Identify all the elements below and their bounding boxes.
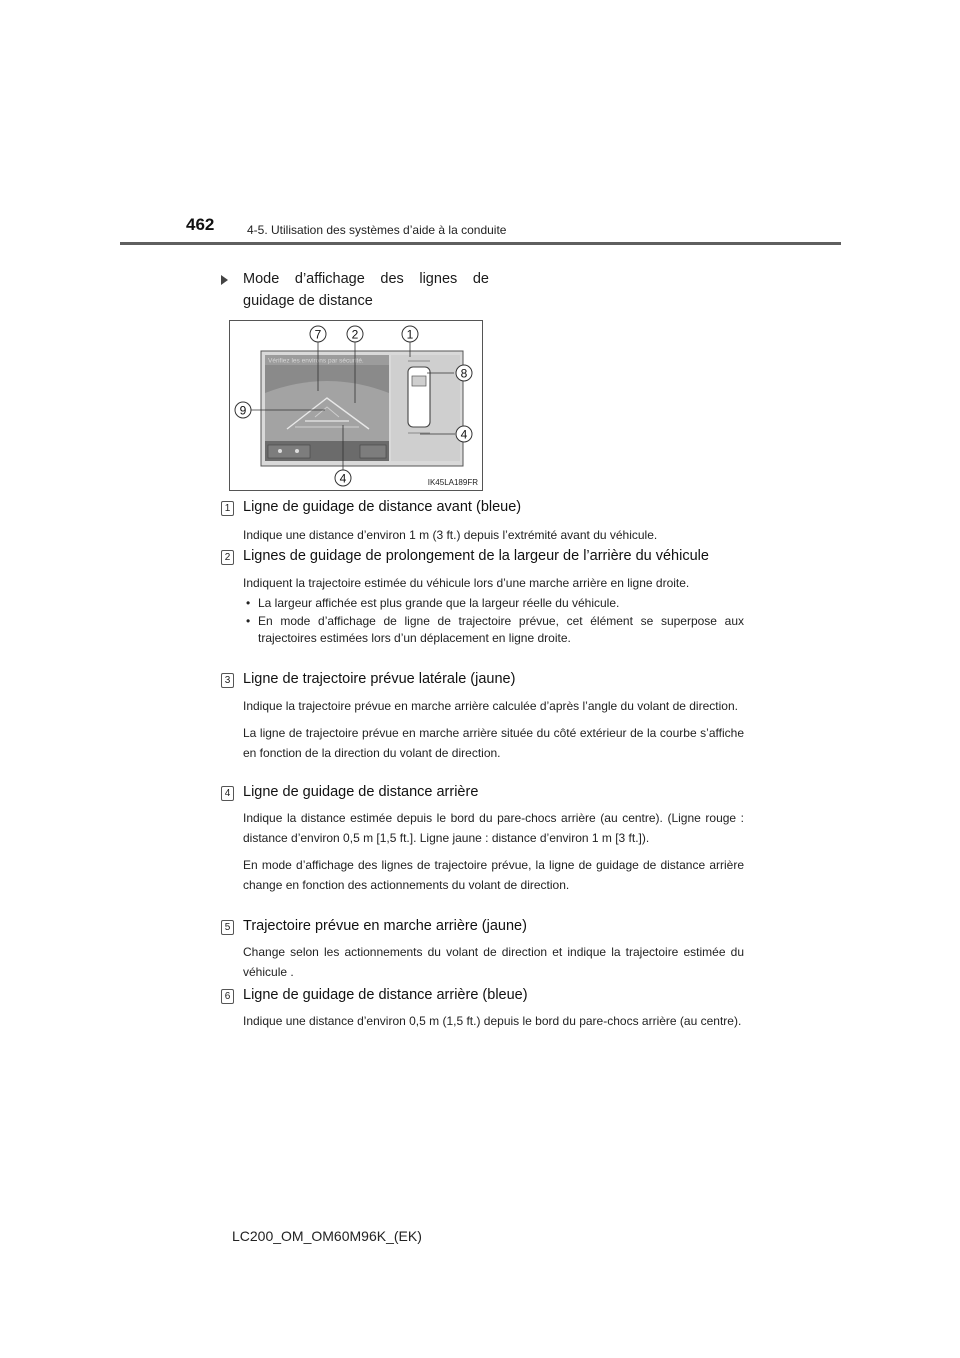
item-paragraph: Indique la distance estimée depuis le bord du pare-chocs arrière (au centre). (Ligne rouge : distance d’environ 0,5 m [1,5 ft.]. Ligne jaune : distance d’environ 1 m [3 ft.]).	[243, 811, 744, 845]
item-paragraph: Indiquent la trajectoire estimée du véhicule lors d’une marche arrière en ligne droite.	[243, 576, 690, 590]
control-button-left	[268, 445, 310, 458]
bullet-item: • En mode d’affichage de ligne de trajectoire prévue, cet élément se superpose aux trajectoires estimées lors d’un déplacement en ligne droite.	[243, 613, 744, 647]
camera-display-illustration	[230, 321, 484, 492]
callout-label-2: 2	[351, 327, 359, 342]
control-button-right	[360, 445, 386, 458]
item-number-badge: 4	[221, 786, 234, 801]
item-body	[243, 696, 744, 770]
item-number-badge: 5	[221, 920, 234, 935]
item-body	[243, 808, 744, 902]
callout-label-7: 7	[314, 327, 322, 342]
item-body	[243, 1011, 744, 1038]
item-title: Trajectoire prévue en marche arrière (jaune)	[243, 918, 527, 934]
item-title: Ligne de trajectoire prévue latérale (jaune)	[243, 671, 516, 687]
section-title: 4-5. Utilisation des systèmes d’aide à la conduite	[247, 223, 507, 237]
item-body	[243, 942, 744, 989]
item-title: Ligne de guidage de distance arrière	[243, 784, 479, 800]
item-number-badge: 2	[221, 550, 234, 565]
item-paragraph: Change selon les actionnements du volant de direction et indique la trajectoire estimée du véhicule .	[243, 945, 744, 979]
item-number-badge: 1	[221, 501, 234, 516]
camera-mode-icon-2	[295, 449, 299, 453]
header-divider	[120, 242, 841, 245]
callout-label-8: 8	[460, 366, 468, 381]
callout-label-4-bottom: 4	[339, 471, 347, 486]
bullet-item: • La largeur affichée est plus grande que la largeur réelle du véhicule.	[243, 595, 744, 612]
item-title: Lignes de guidage de prolongement de la largeur de l’arrière du véhicule	[243, 548, 709, 564]
document-footer-code: LC200_OM_OM60M96K_(EK)	[232, 1228, 422, 1244]
page-number: 462	[186, 215, 215, 234]
item-number-badge: 6	[221, 989, 234, 1004]
vehicle-windshield	[412, 376, 426, 386]
item-paragraph: La ligne de trajectoire prévue en marche arrière située du côté extérieur de la courbe s’affiche en fonction de la direction du volant de direction.	[243, 726, 744, 760]
figure-code: IK45LA189FR	[427, 478, 478, 487]
item-paragraph: Indique une distance d’environ 1 m (3 ft.) depuis l’extrémité avant du véhicule.	[243, 528, 658, 542]
item-paragraph: Indique la trajectoire prévue en marche arrière calculée d’après l’angle du volant de direction.	[243, 699, 738, 713]
callout-label-4-right: 4	[460, 427, 468, 442]
mode-heading-text: Mode d’affichage des lignes de guidage de distance	[243, 271, 489, 309]
item-title: Ligne de guidage de distance arrière (bleue)	[243, 987, 528, 1003]
item-bullet-list	[243, 595, 744, 647]
callout-label-9: 9	[239, 403, 247, 418]
item-number-badge: 3	[221, 673, 234, 688]
camera-display-figure	[229, 320, 483, 491]
screen-banner-text: Vérifiez les environs par sécurité.	[268, 357, 364, 365]
item-title: Ligne de guidage de distance avant (bleue)	[243, 499, 522, 515]
camera-mode-icon	[278, 449, 282, 453]
item-body	[243, 573, 744, 648]
mode-heading	[221, 268, 489, 312]
item-paragraph: En mode d’affichage des lignes de trajectoire prévue, la ligne de guidage de distance arrière change en fonction des actionnements du volant de direction.	[243, 858, 744, 892]
item-paragraph: Indique une distance d’environ 0,5 m (1,5 ft.) depuis le bord du pare-chocs arrière (au centre).	[243, 1014, 742, 1028]
triangle-bullet-icon	[221, 275, 228, 285]
ground-area	[265, 381, 389, 441]
callout-label-1: 1	[406, 327, 414, 342]
